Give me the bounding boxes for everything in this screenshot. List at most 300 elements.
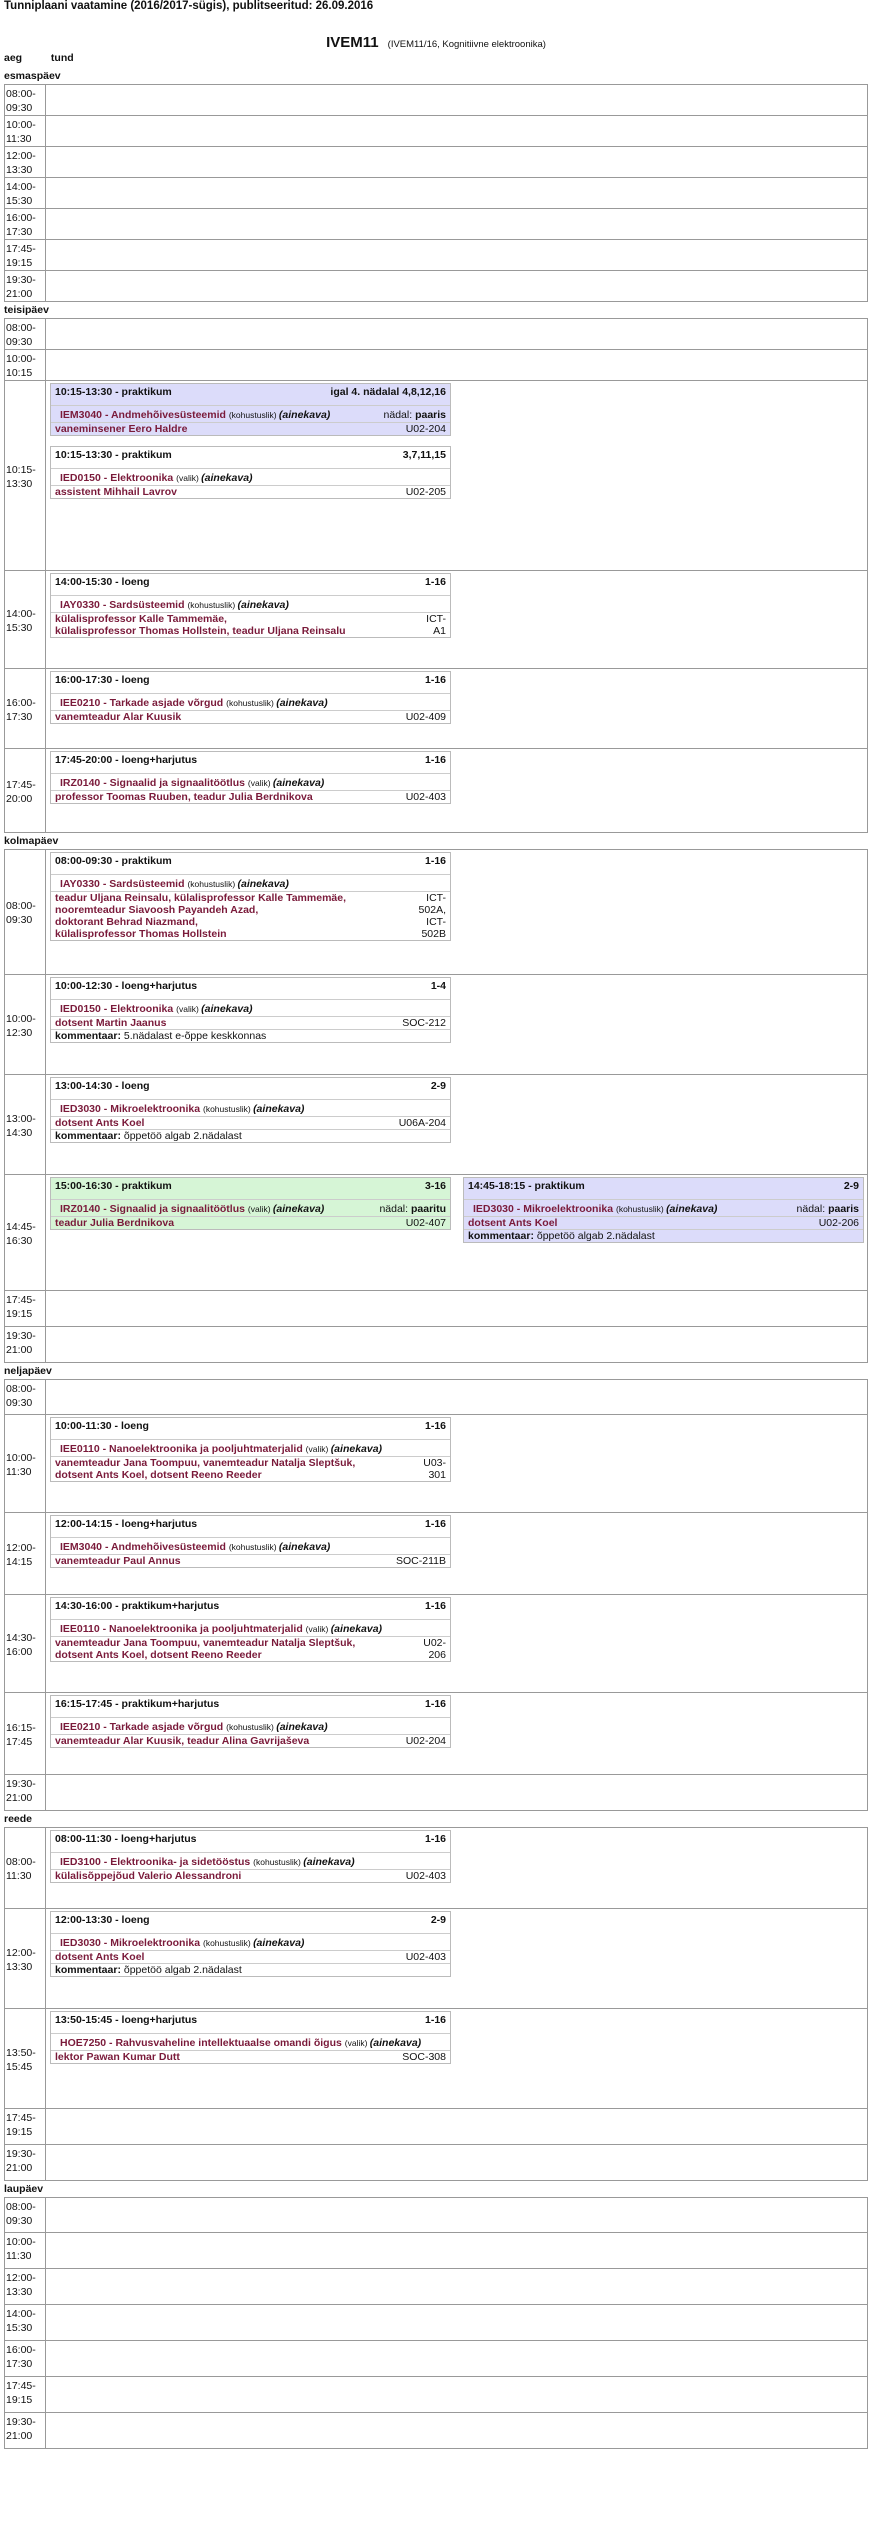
time-slot-label: 17:45- 19:15 bbox=[5, 2109, 46, 2144]
teacher-names[interactable]: vaneminsener Eero Haldre bbox=[55, 423, 188, 435]
time-slot-cell bbox=[46, 1075, 867, 1174]
lesson-header bbox=[51, 1516, 450, 1538]
time-slot-row bbox=[4, 318, 868, 350]
cards-column bbox=[50, 1077, 451, 1172]
ainekava-link[interactable]: (ainekava) bbox=[278, 409, 331, 421]
time-slot-cell bbox=[46, 2305, 867, 2340]
time-slot-label: 19:30- 21:00 bbox=[5, 271, 46, 301]
lesson-time-type: 16:15-17:45 - praktikum+harjutus bbox=[55, 1698, 220, 1710]
course-info bbox=[60, 878, 446, 890]
room-label[interactable]: ICT- 502A, ICT- 502B bbox=[418, 892, 446, 940]
course-info bbox=[60, 472, 446, 484]
course-info bbox=[60, 1937, 446, 1949]
time-slot-row bbox=[4, 147, 868, 178]
time-slot-label: 12:00- 13:30 bbox=[5, 1909, 46, 2008]
column-header-lesson: tund bbox=[50, 52, 74, 64]
time-slot-cell bbox=[46, 571, 867, 668]
time-slot-label: 14:30- 16:00 bbox=[5, 1595, 46, 1692]
ainekava-link[interactable]: (ainekava) bbox=[272, 777, 325, 789]
lesson-header bbox=[51, 1831, 450, 1853]
course-line bbox=[51, 596, 450, 612]
time-slot-label: 08:00- 09:30 bbox=[5, 2198, 46, 2232]
course-link[interactable]: IED3030 - Mikroelektroonika bbox=[473, 1203, 616, 1215]
course-line bbox=[464, 1200, 863, 1216]
lesson-weeks: 1-16 bbox=[424, 1833, 446, 1845]
course-kind: (kohustuslik) bbox=[187, 879, 238, 889]
room-label[interactable]: ICT- A1 bbox=[426, 613, 446, 637]
teacher-names[interactable]: külalisprofessor Kalle Tammemäe, külalisprofessor Thomas Hollstein, teadur Uljana Reinsalu bbox=[55, 613, 346, 637]
lesson-time-type: 14:45-18:15 - praktikum bbox=[468, 1180, 585, 1192]
course-link[interactable]: IAY0330 - Sardsüsteemid bbox=[60, 599, 188, 611]
course-link[interactable]: IEE0210 - Tarkade asjade võrgud bbox=[60, 697, 227, 709]
time-slot-label: 19:30- 21:00 bbox=[5, 1775, 46, 1810]
course-link[interactable]: IEE0210 - Tarkade asjade võrgud bbox=[60, 1721, 227, 1733]
day-name: teisipäev bbox=[4, 304, 49, 316]
time-slot-label: 14:00- 15:30 bbox=[5, 178, 46, 208]
teachers-line bbox=[51, 1456, 450, 1481]
time-slot-label: 12:00- 13:30 bbox=[5, 147, 46, 177]
lesson-weeks: 3,7,11,15 bbox=[402, 449, 446, 461]
course-kind: (kohustuslik) bbox=[615, 1204, 667, 1214]
course-kind: (valik) bbox=[176, 473, 202, 483]
lesson-header bbox=[51, 1912, 450, 1934]
time-slot-cell bbox=[46, 1909, 867, 2008]
course-info bbox=[60, 2037, 446, 2049]
room-label[interactable]: U02-403 bbox=[405, 1951, 446, 1963]
comment-text: õppetöö algab 2.nädalast bbox=[536, 1230, 655, 1242]
lesson-header bbox=[51, 978, 450, 1000]
room-label[interactable]: U02- 206 bbox=[423, 1637, 446, 1661]
time-slot-cell bbox=[46, 271, 867, 301]
time-slot-cell bbox=[46, 2109, 867, 2144]
time-slot-row bbox=[4, 1693, 868, 1775]
time-slot-cell bbox=[46, 350, 867, 380]
time-slot-cell bbox=[46, 1775, 867, 1810]
lesson-weeks: 2-9 bbox=[843, 1180, 859, 1192]
lesson-card bbox=[50, 1515, 451, 1568]
ainekava-link[interactable]: (ainekava) bbox=[237, 599, 289, 611]
day-name: laupäev bbox=[4, 2183, 44, 2195]
comment-line bbox=[51, 1129, 450, 1142]
time-slot-label: 10:00- 11:30 bbox=[5, 1415, 46, 1512]
time-slot-row bbox=[4, 669, 868, 749]
time-slot-row bbox=[4, 2269, 868, 2305]
teacher-names[interactable]: vanemteadur Jana Toompuu, vanemteadur Natalja Sleptšuk, dotsent Ants Koel, dotsent Reeno Reeder bbox=[55, 1457, 356, 1481]
course-link[interactable]: IED3030 - Mikroelektroonika bbox=[60, 1103, 203, 1115]
course-info bbox=[473, 1203, 797, 1215]
ainekava-link[interactable]: (ainekava) bbox=[330, 1443, 383, 1455]
page-header: Tunniplaani vaatamine (2016/2017-sügis), publitseeritud: 26.09.2016 bbox=[4, 0, 374, 12]
cards-column bbox=[50, 1417, 451, 1510]
lesson-header bbox=[51, 2012, 450, 2034]
time-slot-label: 16:00- 17:30 bbox=[5, 209, 46, 239]
teacher-names[interactable]: dotsent Ants Koel bbox=[55, 1951, 145, 1963]
time-slot-label: 19:30- 21:00 bbox=[5, 2413, 46, 2448]
course-line bbox=[51, 875, 450, 891]
room-label[interactable]: U02-403 bbox=[405, 791, 446, 803]
time-slot-row bbox=[4, 2109, 868, 2145]
time-slot-row bbox=[4, 2377, 868, 2413]
teachers-line bbox=[51, 2050, 450, 2063]
course-link[interactable]: IED0150 - Elektroonika bbox=[60, 472, 177, 484]
time-slot-row bbox=[4, 178, 868, 209]
ainekava-link[interactable]: (ainekava) bbox=[201, 472, 253, 484]
time-slot-row bbox=[4, 2197, 868, 2233]
course-info bbox=[60, 1103, 446, 1115]
teacher-names[interactable]: teadur Julia Berdnikova bbox=[55, 1217, 175, 1229]
course-line bbox=[51, 1620, 450, 1636]
lesson-weeks: 2-9 bbox=[430, 1914, 446, 1926]
lesson-weeks: 1-16 bbox=[424, 754, 446, 766]
time-slot-cell bbox=[46, 975, 867, 1074]
lesson-header bbox=[51, 752, 450, 774]
course-line bbox=[51, 469, 450, 485]
time-slot-cell bbox=[46, 1291, 867, 1326]
time-slot-row bbox=[4, 749, 868, 833]
ainekava-link[interactable]: (ainekava) bbox=[303, 1856, 355, 1868]
lesson-header bbox=[51, 1418, 450, 1440]
course-line bbox=[51, 694, 450, 710]
time-slot-row bbox=[4, 116, 868, 147]
ainekava-link[interactable]: (ainekava) bbox=[237, 878, 289, 890]
teachers-line bbox=[51, 1216, 450, 1229]
lesson-time-type: 14:30-16:00 - praktikum+harjutus bbox=[55, 1600, 220, 1612]
ainekava-link[interactable]: (ainekava) bbox=[201, 1003, 253, 1015]
time-slot-cell bbox=[46, 2377, 867, 2412]
lesson-card bbox=[50, 671, 451, 724]
time-slot-row bbox=[4, 2145, 868, 2181]
cards-column bbox=[50, 852, 451, 972]
comment-line bbox=[464, 1229, 863, 1242]
time-slot-cell bbox=[46, 1415, 867, 1512]
ainekava-link[interactable]: (ainekava) bbox=[253, 1103, 305, 1115]
lesson-header bbox=[51, 853, 450, 875]
lesson-weeks: 1-16 bbox=[424, 1600, 446, 1612]
lesson-card bbox=[50, 1695, 451, 1748]
course-info bbox=[60, 599, 446, 611]
time-slot-row bbox=[4, 1379, 868, 1415]
column-headers bbox=[4, 52, 868, 68]
course-kind: (kohustuslik) bbox=[228, 1542, 279, 1552]
teacher-names[interactable]: professor Toomas Ruuben, teadur Julia Berdnikova bbox=[55, 791, 313, 803]
time-slot-cell bbox=[46, 2009, 867, 2108]
time-slot-row bbox=[4, 2009, 868, 2109]
time-slot-label: 16:00- 17:30 bbox=[5, 669, 46, 748]
time-slot-cell bbox=[46, 319, 867, 349]
time-slot-label: 10:15- 13:30 bbox=[5, 381, 46, 570]
lesson-header bbox=[51, 1696, 450, 1718]
time-slot-label: 12:00- 13:30 bbox=[5, 2269, 46, 2304]
time-slot-label: 13:50- 15:45 bbox=[5, 2009, 46, 2108]
course-link[interactable]: IRZ0140 - Signaalid ja signaalitöötlus bbox=[60, 1203, 248, 1215]
time-slot-row bbox=[4, 1827, 868, 1909]
cards-column bbox=[50, 1515, 451, 1592]
ainekava-link[interactable]: (ainekava) bbox=[330, 1623, 383, 1635]
comment-text: õppetöö algab 2.nädalast bbox=[123, 1964, 242, 1976]
course-line bbox=[51, 1538, 450, 1554]
room-label[interactable]: U02-407 bbox=[405, 1217, 446, 1229]
cards-column bbox=[50, 751, 451, 830]
ainekava-link[interactable]: (ainekava) bbox=[369, 2037, 422, 2049]
course-line bbox=[51, 1100, 450, 1116]
teacher-names[interactable]: dotsent Martin Jaanus bbox=[55, 1017, 167, 1029]
course-line bbox=[51, 1853, 450, 1869]
time-slot-row bbox=[4, 1415, 868, 1513]
room-label[interactable]: U02-403 bbox=[405, 1870, 446, 1882]
day-name: reede bbox=[4, 1813, 33, 1825]
comment-text: 5.nädalast e-õppe keskkonnas bbox=[123, 1030, 267, 1042]
teacher-names[interactable]: lektor Pawan Kumar Dutt bbox=[55, 2051, 180, 2063]
time-slot-row bbox=[4, 849, 868, 975]
lesson-card bbox=[50, 1417, 451, 1482]
time-slot-row bbox=[4, 571, 868, 669]
time-slot-row bbox=[4, 350, 868, 381]
course-link[interactable]: IED0150 - Elektroonika bbox=[60, 1003, 177, 1015]
lesson-time-type: 12:00-13:30 - loeng bbox=[55, 1914, 150, 1926]
time-slot-label: 17:45- 19:15 bbox=[5, 2377, 46, 2412]
time-slot-cell bbox=[46, 147, 867, 177]
time-slot-row bbox=[4, 975, 868, 1075]
time-slot-label: 12:00- 14:15 bbox=[5, 1513, 46, 1594]
comment-label: kommentaar: bbox=[55, 1130, 124, 1142]
comment-line bbox=[51, 1029, 450, 1042]
course-kind: (kohustuslik) bbox=[187, 600, 238, 610]
lesson-card bbox=[50, 446, 451, 499]
lesson-time-type: 10:00-11:30 - loeng bbox=[55, 1420, 149, 1432]
time-slot-row bbox=[4, 2413, 868, 2449]
cards-column bbox=[50, 2011, 451, 2106]
comment-label: kommentaar: bbox=[468, 1230, 537, 1242]
lesson-weeks: 1-16 bbox=[424, 1420, 446, 1432]
week-parity: nädal: paaris bbox=[383, 409, 446, 421]
room-label[interactable]: U06A-204 bbox=[398, 1117, 446, 1129]
time-slot-row bbox=[4, 240, 868, 271]
lesson-time-type: 17:45-20:00 - loeng+harjutus bbox=[55, 754, 198, 766]
day-name: kolmapäev bbox=[4, 835, 59, 847]
teacher-names[interactable]: vanemteadur Alar Kuusik, teadur Alina Gavrijaševa bbox=[55, 1735, 310, 1747]
room-label[interactable]: U02-206 bbox=[818, 1217, 859, 1229]
time-slot-label: 08:00- 09:30 bbox=[5, 319, 46, 349]
room-label[interactable]: U02-205 bbox=[405, 486, 446, 498]
course-line bbox=[51, 1200, 450, 1216]
course-info bbox=[60, 697, 446, 709]
time-slot-cell bbox=[46, 2341, 867, 2376]
lesson-time-type: 10:00-12:30 - loeng+harjutus bbox=[55, 980, 198, 992]
time-slot-label: 08:00- 11:30 bbox=[5, 1828, 46, 1908]
week-parity-value: paaris bbox=[415, 409, 446, 421]
teachers-line bbox=[51, 1016, 450, 1029]
course-kind: (kohustuslik) bbox=[202, 1104, 254, 1114]
course-kind: (valik) bbox=[305, 1444, 331, 1454]
lesson-card bbox=[50, 1077, 451, 1143]
time-slot-label: 13:00- 14:30 bbox=[5, 1075, 46, 1174]
teachers-line bbox=[51, 1554, 450, 1567]
room-label[interactable]: SOC-212 bbox=[402, 1017, 446, 1029]
course-line bbox=[51, 774, 450, 790]
time-slot-cell bbox=[46, 1513, 867, 1594]
time-slot-label: 14:00- 15:30 bbox=[5, 2305, 46, 2340]
cards-column bbox=[50, 1177, 451, 1288]
course-link[interactable]: IRZ0140 - Signaalid ja signaalitöötlus bbox=[60, 777, 248, 789]
lesson-weeks: 1-16 bbox=[424, 1518, 446, 1530]
teacher-names[interactable]: külalisõppejõud Valerio Alessandroni bbox=[55, 1870, 242, 1882]
ainekava-link[interactable]: (ainekava) bbox=[278, 1541, 331, 1553]
time-slot-cell bbox=[46, 1380, 867, 1414]
day-name: esmaspäev bbox=[4, 70, 61, 82]
room-label[interactable]: U03- 301 bbox=[423, 1457, 446, 1481]
time-slot-row bbox=[4, 1909, 868, 2009]
teachers-line bbox=[51, 1636, 450, 1661]
time-slot-cell bbox=[46, 749, 867, 832]
week-parity-value: paaritu bbox=[410, 1203, 446, 1215]
teacher-names[interactable]: teadur Uljana Reinsalu, külalisprofessor Kalle Tammemäe, nooremteadur Siavoosh Payandeh Azad, doktorant Behrad Niazmand, külalisprofessor Thomas Hollstein bbox=[55, 892, 346, 940]
lesson-weeks: 1-16 bbox=[424, 576, 446, 588]
teacher-names[interactable]: vanemteadur Jana Toompuu, vanemteadur Natalja Sleptšuk, dotsent Ants Koel, dotsent Reeno Reeder bbox=[55, 1637, 356, 1661]
cards-column bbox=[50, 1695, 451, 1772]
lesson-header bbox=[51, 1598, 450, 1620]
lesson-card bbox=[50, 573, 451, 638]
course-info bbox=[60, 409, 384, 421]
lesson-card bbox=[50, 1597, 451, 1662]
cards-column bbox=[50, 671, 451, 746]
lesson-card bbox=[50, 751, 451, 804]
cards-column bbox=[50, 573, 451, 666]
ainekava-link[interactable]: (ainekava) bbox=[253, 1937, 305, 1949]
ainekava-link[interactable]: (ainekava) bbox=[276, 697, 328, 709]
course-link[interactable]: IEE0110 - Nanoelektroonika ja pooljuhtmaterjalid bbox=[60, 1443, 306, 1455]
lesson-time-type: 10:15-13:30 - praktikum bbox=[55, 386, 172, 398]
teachers-line bbox=[51, 1950, 450, 1963]
course-link[interactable]: IED3030 - Mikroelektroonika bbox=[60, 1937, 203, 1949]
teacher-names[interactable]: dotsent Ants Koel bbox=[468, 1217, 558, 1229]
time-slot-label: 19:30- 21:00 bbox=[5, 1327, 46, 1362]
teachers-line bbox=[51, 1869, 450, 1882]
cards-column bbox=[50, 383, 451, 568]
course-info bbox=[60, 1443, 446, 1455]
time-slot-cell bbox=[46, 850, 867, 974]
time-slot-row bbox=[4, 1075, 868, 1175]
course-line bbox=[51, 1718, 450, 1734]
cards-column bbox=[50, 977, 451, 1072]
lesson-weeks: 3-16 bbox=[424, 1180, 446, 1192]
time-slot-cell bbox=[46, 1693, 867, 1774]
time-slot-cell bbox=[46, 1175, 868, 1290]
time-slot-label: 17:45- 20:00 bbox=[5, 749, 46, 832]
course-kind: (kohustuslik) bbox=[202, 1938, 254, 1948]
time-slot-label: 17:45- 19:15 bbox=[5, 1291, 46, 1326]
course-info bbox=[60, 1856, 446, 1868]
room-label[interactable]: U02-204 bbox=[405, 423, 446, 435]
course-link[interactable]: IEM3040 - Andmehõivesüsteemid bbox=[60, 1541, 229, 1553]
time-slot-row bbox=[4, 2233, 868, 2269]
course-kind: (valik) bbox=[344, 2038, 370, 2048]
lesson-header bbox=[51, 1078, 450, 1100]
week-parity: nädal: paaris bbox=[796, 1203, 859, 1215]
ainekava-link[interactable]: (ainekava) bbox=[272, 1203, 325, 1215]
lesson-time-type: 13:50-15:45 - loeng+harjutus bbox=[55, 2014, 198, 2026]
room-label[interactable]: SOC-308 bbox=[402, 2051, 446, 2063]
teacher-names[interactable]: assistent Mihhail Lavrov bbox=[55, 486, 177, 498]
time-slot-cell bbox=[46, 1828, 867, 1908]
lesson-weeks: igal 4. nädalal 4,8,12,16 bbox=[330, 386, 446, 398]
time-slot-row bbox=[4, 1175, 868, 1291]
time-slot-label: 08:00- 09:30 bbox=[5, 850, 46, 974]
teachers-line bbox=[51, 710, 450, 723]
course-link[interactable]: IAY0330 - Sardsüsteemid bbox=[60, 878, 188, 890]
column-header-time: aeg bbox=[4, 52, 23, 64]
course-kind: (valik) bbox=[247, 778, 273, 788]
time-slot-label: 10:00- 11:30 bbox=[5, 116, 46, 146]
course-info bbox=[60, 1203, 379, 1215]
lesson-header bbox=[51, 447, 450, 469]
lesson-header bbox=[51, 384, 450, 406]
lesson-time-type: 10:15-13:30 - praktikum bbox=[55, 449, 172, 461]
time-slot-row bbox=[4, 381, 868, 571]
time-slot-cell bbox=[46, 381, 867, 570]
time-slot-cell bbox=[46, 240, 867, 270]
ainekava-link[interactable]: (ainekava) bbox=[276, 1721, 328, 1733]
time-slot-row bbox=[4, 2305, 868, 2341]
time-slot-cell bbox=[46, 178, 867, 208]
time-slot-label: 16:15- 17:45 bbox=[5, 1693, 46, 1774]
time-slot-cell bbox=[46, 2198, 867, 2232]
course-kind: (kohustuslik) bbox=[226, 698, 277, 708]
teacher-names[interactable]: dotsent Ants Koel bbox=[55, 1117, 145, 1129]
course-kind: (valik) bbox=[247, 1204, 273, 1214]
course-link[interactable]: IEM3040 - Andmehõivesüsteemid bbox=[60, 409, 229, 421]
ainekava-link[interactable]: (ainekava) bbox=[666, 1203, 718, 1215]
time-slot-label: 10:00- 11:30 bbox=[5, 2233, 46, 2268]
room-label[interactable]: SOC-211B bbox=[396, 1555, 446, 1567]
course-info bbox=[60, 1721, 446, 1733]
lesson-time-type: 08:00-11:30 - loeng+harjutus bbox=[55, 1833, 197, 1845]
course-link[interactable]: HOE7250 - Rahvusvaheline intellektuaalse omandi õigus bbox=[60, 2037, 345, 2049]
cards-column bbox=[50, 1830, 451, 1906]
lesson-header bbox=[51, 672, 450, 694]
teacher-names[interactable]: vanemteadur Alar Kuusik bbox=[55, 711, 182, 723]
group-code: IVEM11 bbox=[326, 34, 379, 51]
course-kind: (kohustuslik) bbox=[228, 410, 279, 420]
lesson-card bbox=[463, 1177, 864, 1243]
teachers-line bbox=[51, 790, 450, 803]
room-label[interactable]: U02-204 bbox=[405, 1735, 446, 1747]
time-slot-row bbox=[4, 1775, 868, 1811]
course-link[interactable]: IED3100 - Elektroonika- ja sidetööstus bbox=[60, 1856, 254, 1868]
lesson-card bbox=[50, 2011, 451, 2064]
group-title bbox=[4, 16, 868, 52]
course-line bbox=[51, 1000, 450, 1016]
time-slot-row bbox=[4, 84, 868, 116]
time-slot-row bbox=[4, 1595, 868, 1693]
lesson-card bbox=[50, 977, 451, 1043]
time-slot-cell bbox=[46, 2233, 867, 2268]
course-info bbox=[60, 1003, 446, 1015]
lesson-time-type: 16:00-17:30 - loeng bbox=[55, 674, 150, 686]
room-label[interactable]: U02-409 bbox=[405, 711, 446, 723]
schedule-table bbox=[4, 68, 868, 2449]
lesson-header bbox=[464, 1178, 863, 1200]
comment-label: kommentaar: bbox=[55, 1030, 124, 1042]
teachers-line bbox=[464, 1216, 863, 1229]
course-link[interactable]: IEE0110 - Nanoelektroonika ja pooljuhtmaterjalid bbox=[60, 1623, 306, 1635]
time-slot-cell bbox=[46, 85, 867, 115]
teacher-names[interactable]: vanemteadur Paul Annus bbox=[55, 1555, 181, 1567]
course-kind: (valik) bbox=[176, 1004, 202, 1014]
course-line bbox=[51, 2034, 450, 2050]
time-slot-label: 08:00- 09:30 bbox=[5, 1380, 46, 1414]
teachers-line bbox=[51, 891, 450, 940]
week-parity-value: paaris bbox=[828, 1203, 859, 1215]
